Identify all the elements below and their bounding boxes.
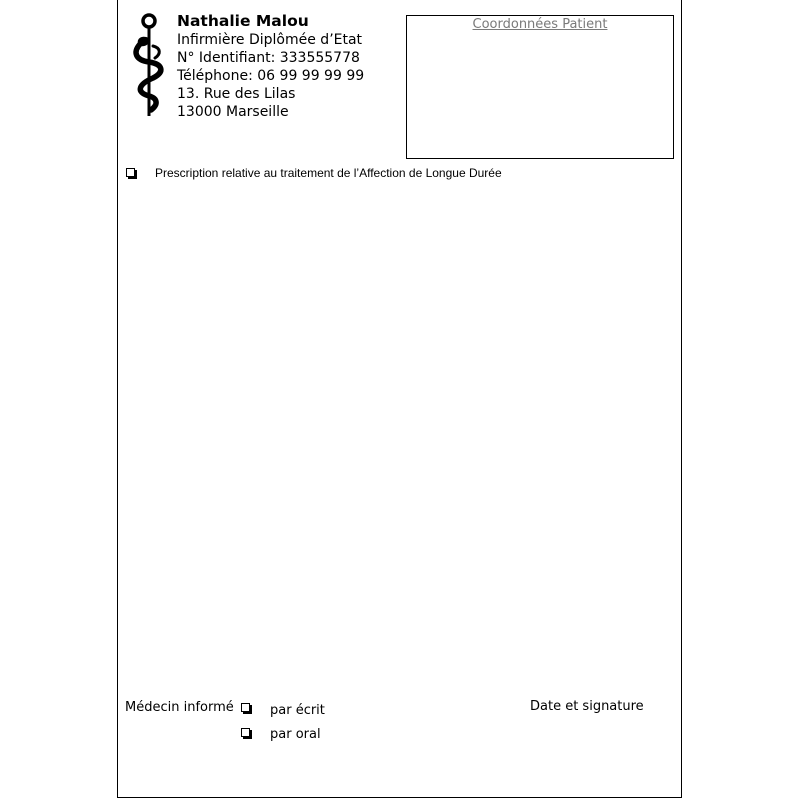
date-signature-label: Date et signature (530, 699, 644, 714)
asclepius-staff-icon (131, 12, 167, 118)
nurse-address-street: 13. Rue des Lilas (177, 86, 296, 102)
nurse-phone: Téléphone: 06 99 99 99 99 (177, 68, 365, 84)
patient-box-title: Coordonnées Patient (472, 17, 608, 32)
nurse-name: Nathalie Malou (177, 12, 309, 30)
ald-checkbox[interactable] (126, 168, 135, 177)
par-ecrit-label: par écrit (270, 703, 325, 718)
nurse-header (177, 11, 397, 121)
medecin-informe-label: Médecin informé (125, 700, 234, 715)
nurse-title: Infirmière Diplômée d’Etat (177, 32, 363, 48)
patient-info-box[interactable] (406, 15, 674, 159)
par-oral-label: par oral (270, 727, 321, 742)
nurse-identifier: N° Identifiant: 333555778 (177, 50, 360, 66)
par-ecrit-checkbox[interactable] (241, 703, 250, 712)
par-oral-checkbox[interactable] (241, 728, 250, 737)
nurse-address-city: 13000 Marseille (177, 104, 289, 120)
ald-label: Prescription relative au traitement de l’Affection de Longue Durée (155, 166, 502, 180)
